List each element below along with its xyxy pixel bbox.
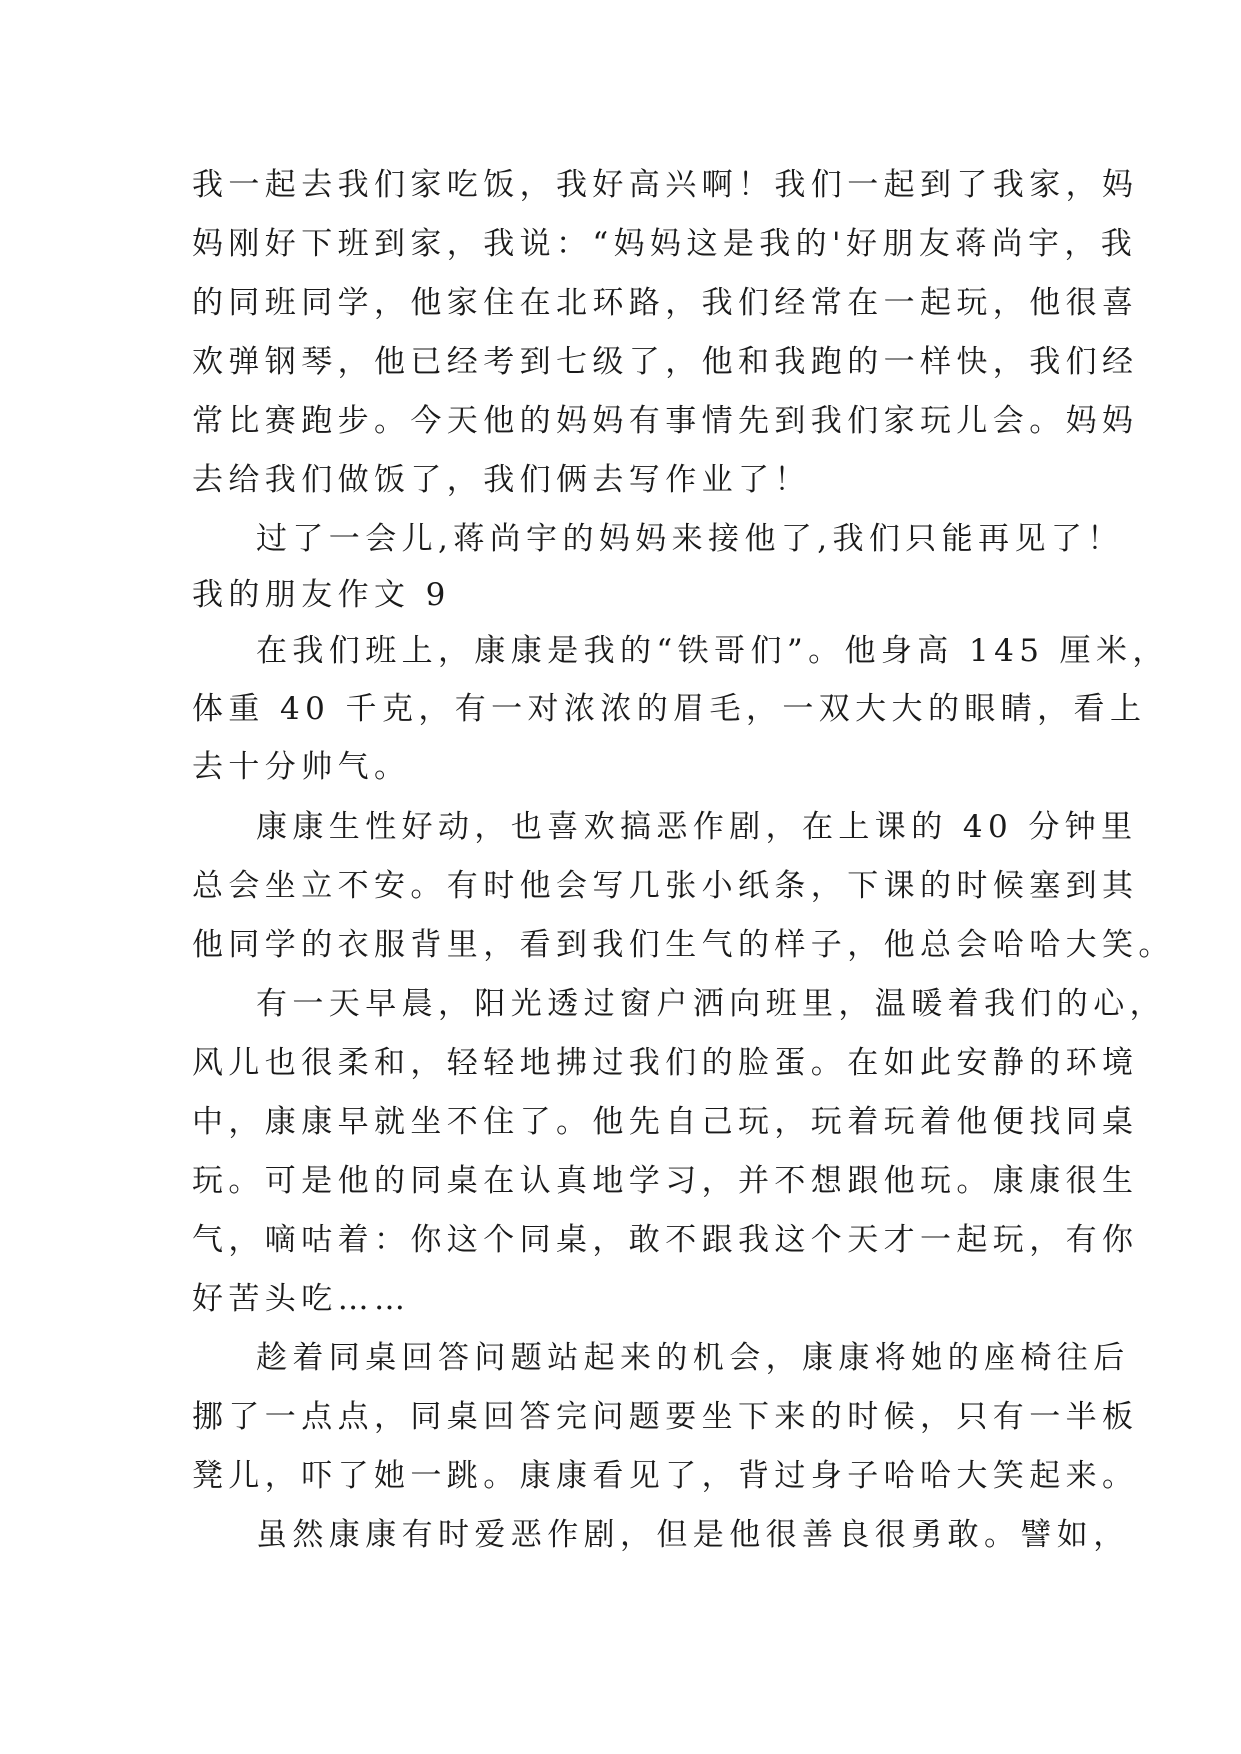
text-line: 他同学的衣服背里，看到我们生气的样子，他总会哈哈大笑。	[192, 927, 1175, 963]
text-line: 康康生性好动，也喜欢搞恶作剧，在上课的 40 分钟里	[256, 809, 1138, 845]
text-line: 去十分帅气。	[192, 749, 411, 785]
text-line: 过了一会儿,蒋尚宇的妈妈来接他了,我们只能再见了！	[256, 521, 1124, 557]
text-line: 凳儿，吓了她一跳。康康看见了，背过身子哈哈大笑起来。	[192, 1458, 1139, 1494]
text-line: 虽然康康有时爱恶作剧，但是他很善良很勇敢。譬如，	[256, 1517, 1130, 1553]
text-line: 气，嘀咕着：你这个同桌，敢不跟我这个天才一起玩，有你	[192, 1222, 1139, 1258]
text-line: 常比赛跑步。今天他的妈妈有事情先到我们家玩儿会。妈妈	[192, 403, 1139, 439]
text-line: 趁着同桌回答问题站起来的机会，康康将她的座椅往后	[256, 1340, 1130, 1376]
text-line: 欢弹钢琴，他已经考到七级了，他和我跑的一样快，我们经	[192, 344, 1139, 380]
text-line: 的同班同学，他家住在北环路，我们经常在一起玩，他很喜	[192, 285, 1139, 321]
text-line: 去给我们做饭了，我们俩去写作业了！	[192, 462, 811, 498]
text-line: 妈刚好下班到家，我说：“妈妈这是我的'好朋友蒋尚宇，我	[192, 226, 1138, 262]
text-line: 总会坐立不安。有时他会写几张小纸条，下课的时候塞到其	[192, 868, 1139, 904]
text-line: 体重 40 千克，有一对浓浓的眉毛，一双大大的眼睛，看上	[192, 691, 1147, 727]
section-heading: 我的朋友作文 9	[192, 577, 451, 613]
text-line: 好苦头吃……	[192, 1281, 411, 1317]
text-line: 风儿也很柔和，轻轻地拂过我们的脸蛋。在如此安静的环境	[192, 1045, 1139, 1081]
text-line: 在我们班上，康康是我的“铁哥们”。他身高 145 厘米，	[256, 633, 1169, 669]
text-line: 中，康康早就坐不住了。他先自己玩，玩着玩着他便找同桌	[192, 1104, 1139, 1140]
text-line: 挪了一点点，同桌回答完问题要坐下来的时候，只有一半板	[192, 1399, 1139, 1435]
text-line: 有一天早晨，阳光透过窗户洒向班里，温暖着我们的心，	[256, 986, 1166, 1022]
text-line: 我一起去我们家吃饭，我好高兴啊！我们一起到了我家，妈	[192, 167, 1139, 203]
text-line: 玩。可是他的同桌在认真地学习，并不想跟他玩。康康很生	[192, 1163, 1139, 1199]
